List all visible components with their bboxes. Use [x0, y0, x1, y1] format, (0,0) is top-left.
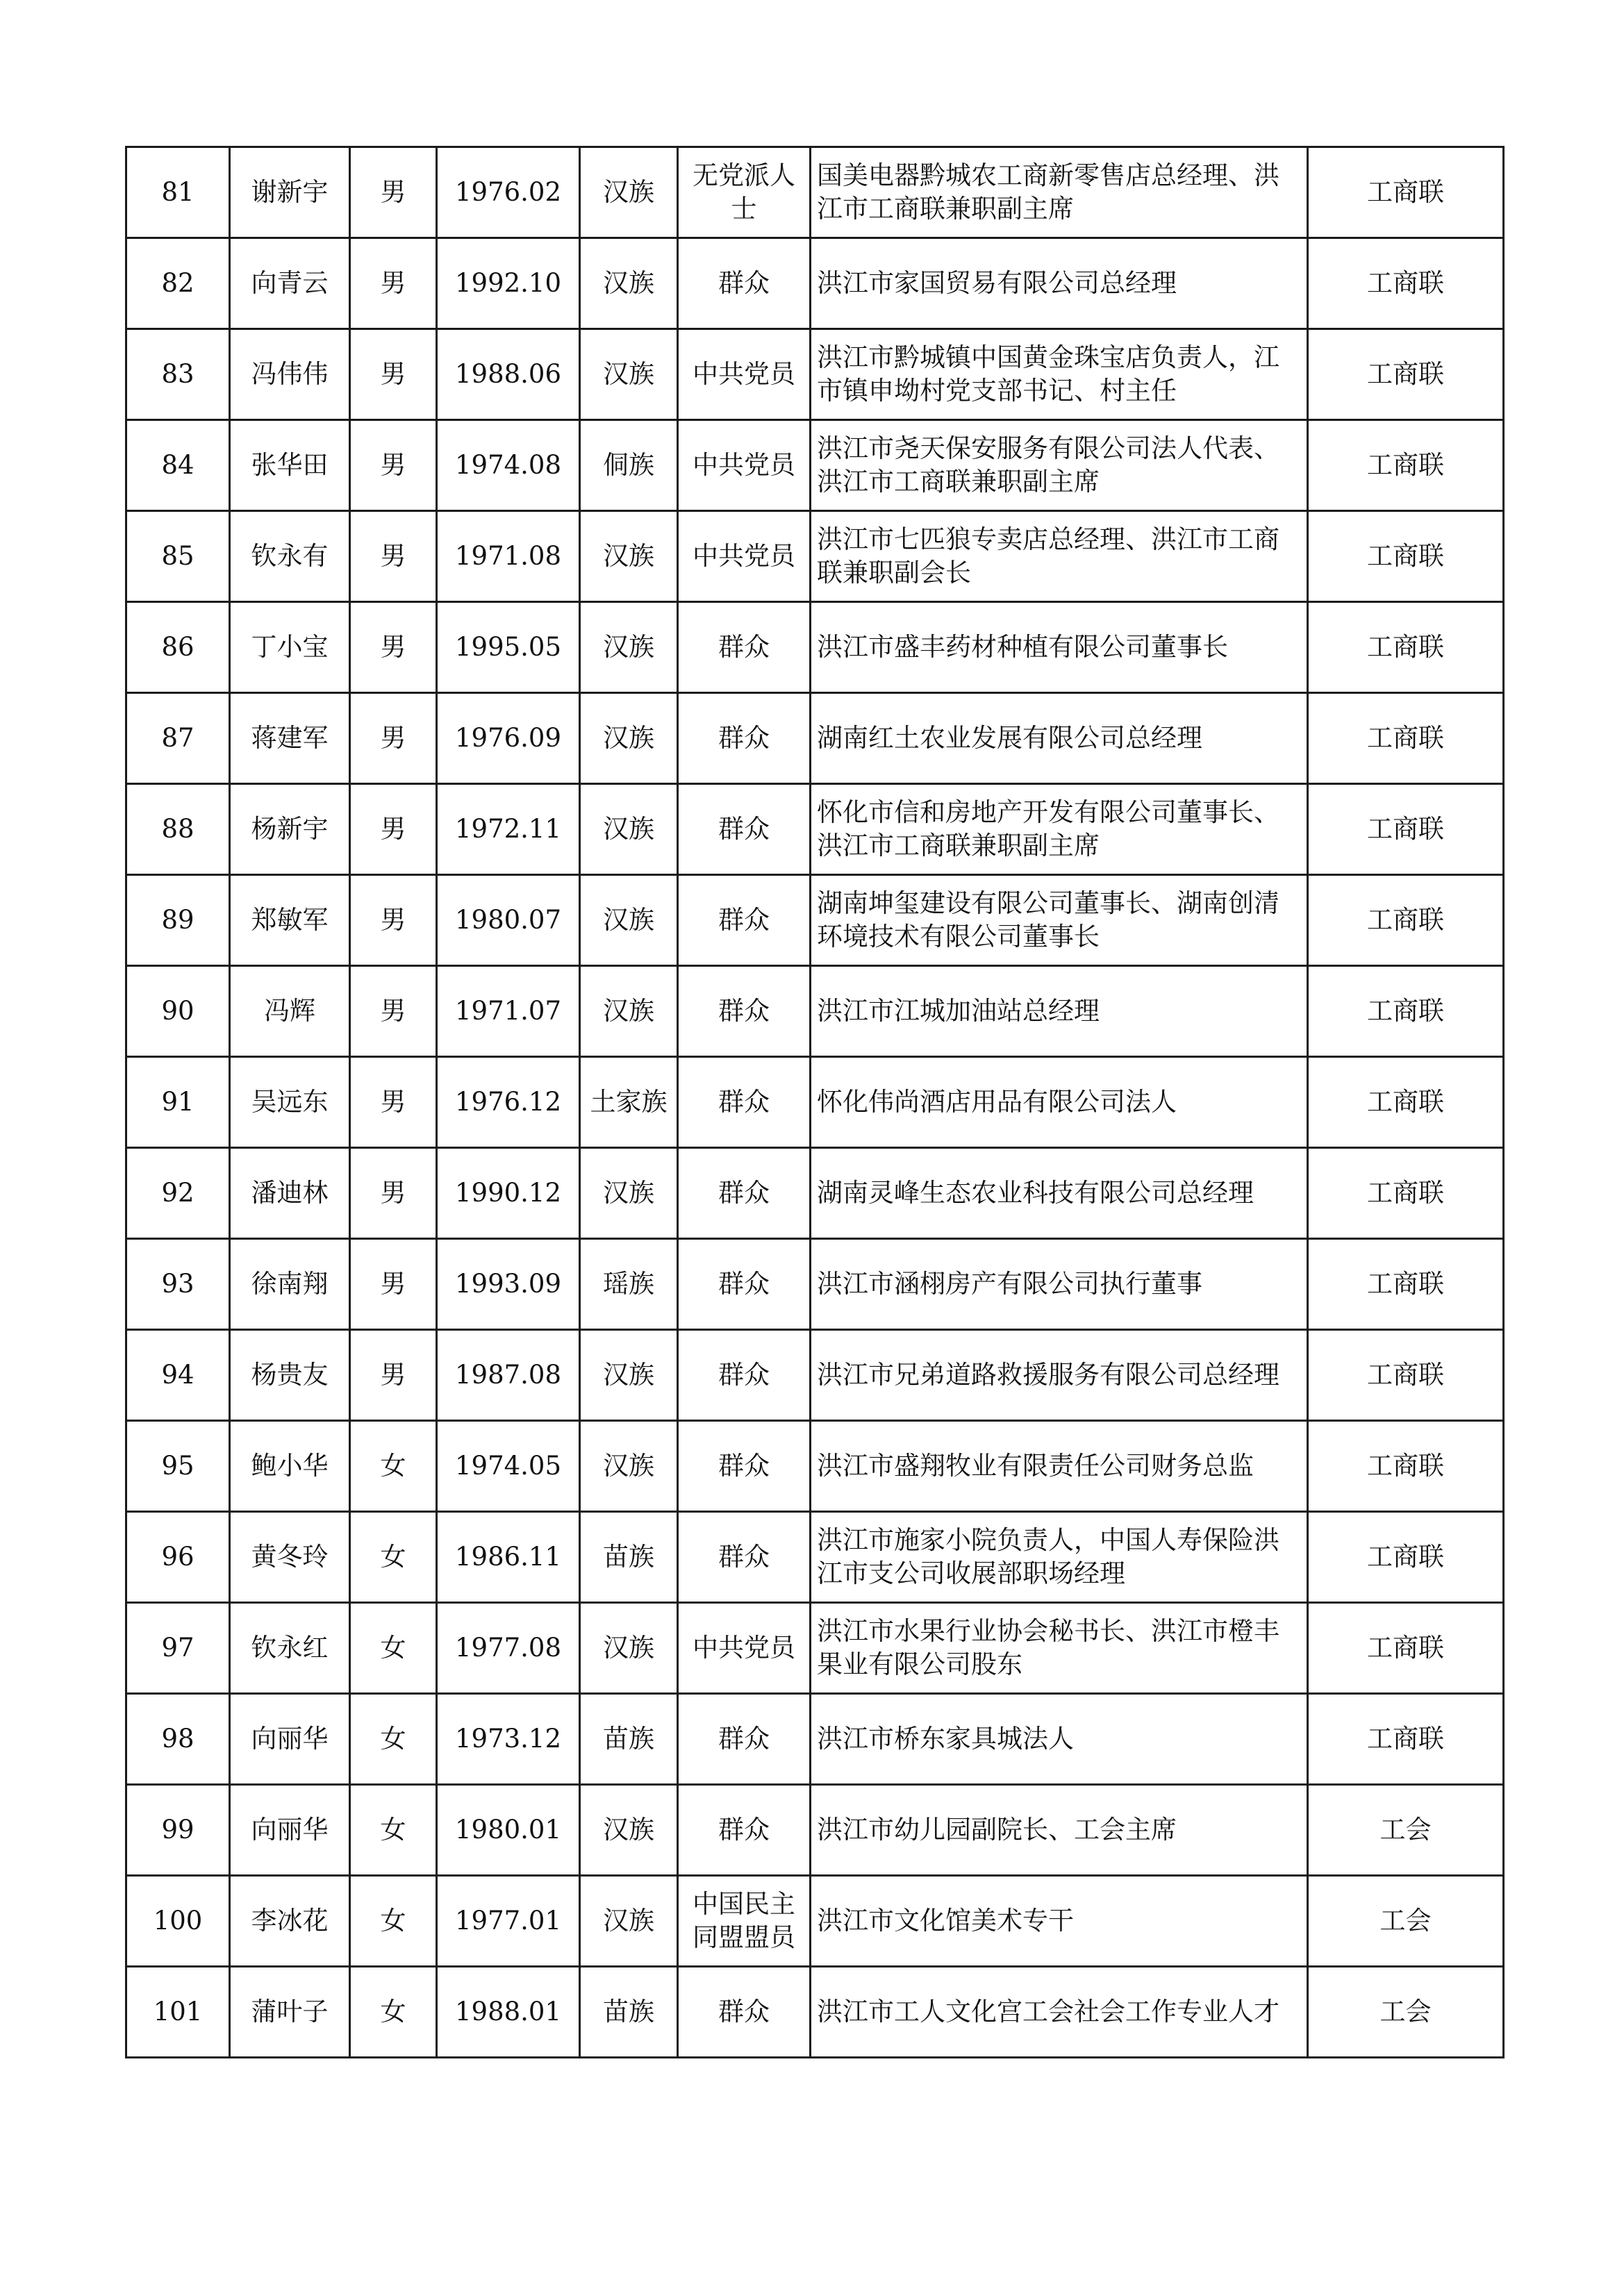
member-affiliation: 群众 — [678, 1330, 811, 1421]
member-birth: 1990.12 — [437, 1148, 580, 1239]
member-birth: 1977.01 — [437, 1876, 580, 1967]
row-number: 85 — [126, 511, 230, 602]
member-position: 洪江市工人文化宫工会社会工作专业人才 — [811, 1967, 1308, 2058]
member-position: 洪江市尧天保安服务有限公司法人代表、洪江市工商联兼职副主席 — [811, 420, 1308, 511]
member-name: 向丽华 — [230, 1785, 350, 1876]
member-gender: 男 — [350, 1057, 437, 1148]
member-name: 李冰花 — [230, 1876, 350, 1967]
member-affiliation: 中共党员 — [678, 329, 811, 420]
row-number: 82 — [126, 238, 230, 329]
row-number: 98 — [126, 1694, 230, 1785]
member-name: 蒋建军 — [230, 693, 350, 784]
member-gender: 男 — [350, 1330, 437, 1421]
member-gender: 男 — [350, 693, 437, 784]
table-row — [126, 1330, 1504, 1421]
member-affiliation: 无党派人士 — [678, 147, 811, 238]
member-sector: 工会 — [1308, 1785, 1504, 1876]
row-number: 101 — [126, 1967, 230, 2058]
member-position: 洪江市家国贸易有限公司总经理 — [811, 238, 1308, 329]
member-name: 潘迪林 — [230, 1148, 350, 1239]
member-gender: 女 — [350, 1603, 437, 1694]
member-sector: 工商联 — [1308, 1694, 1504, 1785]
member-birth: 1971.08 — [437, 511, 580, 602]
member-affiliation: 群众 — [678, 1967, 811, 2058]
member-position: 湖南红土农业发展有限公司总经理 — [811, 693, 1308, 784]
member-birth: 1986.11 — [437, 1512, 580, 1603]
table-row — [126, 784, 1504, 875]
table-row — [126, 1694, 1504, 1785]
table-row — [126, 147, 1504, 238]
member-name: 向丽华 — [230, 1694, 350, 1785]
member-birth: 1976.02 — [437, 147, 580, 238]
member-birth: 1972.11 — [437, 784, 580, 875]
member-name: 杨贵友 — [230, 1330, 350, 1421]
member-ethnicity: 汉族 — [580, 238, 678, 329]
member-position: 国美电器黔城农工商新零售店总经理、洪江市工商联兼职副主席 — [811, 147, 1308, 238]
member-birth: 1977.08 — [437, 1603, 580, 1694]
member-birth: 1974.08 — [437, 420, 580, 511]
member-gender: 男 — [350, 511, 437, 602]
member-sector: 工商联 — [1308, 329, 1504, 420]
table-row — [126, 875, 1504, 966]
member-gender: 男 — [350, 420, 437, 511]
member-sector: 工商联 — [1308, 1330, 1504, 1421]
member-sector: 工商联 — [1308, 966, 1504, 1057]
row-number: 95 — [126, 1421, 230, 1512]
member-position: 洪江市桥东家具城法人 — [811, 1694, 1308, 1785]
table-row — [126, 1421, 1504, 1512]
member-affiliation: 群众 — [678, 1785, 811, 1876]
member-ethnicity: 汉族 — [580, 1148, 678, 1239]
table-row — [126, 329, 1504, 420]
member-name: 吴远东 — [230, 1057, 350, 1148]
table-row — [126, 1603, 1504, 1694]
member-affiliation: 群众 — [678, 1239, 811, 1330]
member-sector: 工会 — [1308, 1967, 1504, 2058]
table-row — [126, 238, 1504, 329]
member-ethnicity: 汉族 — [580, 1876, 678, 1967]
member-sector: 工商联 — [1308, 693, 1504, 784]
table-row — [126, 1057, 1504, 1148]
member-affiliation: 中共党员 — [678, 420, 811, 511]
member-affiliation: 群众 — [678, 1148, 811, 1239]
member-ethnicity: 汉族 — [580, 1603, 678, 1694]
member-affiliation: 群众 — [678, 602, 811, 693]
member-birth: 1980.01 — [437, 1785, 580, 1876]
member-affiliation: 中共党员 — [678, 1603, 811, 1694]
member-position: 洪江市水果行业协会秘书长、洪江市橙丰果业有限公司股东 — [811, 1603, 1308, 1694]
member-birth: 1980.07 — [437, 875, 580, 966]
table-row — [126, 420, 1504, 511]
member-name: 蒲叶子 — [230, 1967, 350, 2058]
member-name: 张华田 — [230, 420, 350, 511]
member-affiliation: 中共党员 — [678, 511, 811, 602]
member-position: 洪江市盛丰药材种植有限公司董事长 — [811, 602, 1308, 693]
table-row — [126, 511, 1504, 602]
member-name: 冯辉 — [230, 966, 350, 1057]
member-affiliation: 群众 — [678, 693, 811, 784]
member-gender: 男 — [350, 875, 437, 966]
member-gender: 女 — [350, 1421, 437, 1512]
member-name: 黄冬玲 — [230, 1512, 350, 1603]
row-number: 100 — [126, 1876, 230, 1967]
member-birth: 1988.06 — [437, 329, 580, 420]
member-name: 钦永有 — [230, 511, 350, 602]
member-name: 徐南翔 — [230, 1239, 350, 1330]
member-ethnicity: 瑶族 — [580, 1239, 678, 1330]
member-sector: 工会 — [1308, 1876, 1504, 1967]
member-birth: 1988.01 — [437, 1967, 580, 2058]
member-ethnicity: 汉族 — [580, 1330, 678, 1421]
member-affiliation: 群众 — [678, 784, 811, 875]
row-number: 84 — [126, 420, 230, 511]
member-ethnicity: 苗族 — [580, 1694, 678, 1785]
row-number: 92 — [126, 1148, 230, 1239]
member-name: 冯伟伟 — [230, 329, 350, 420]
member-position: 湖南灵峰生态农业科技有限公司总经理 — [811, 1148, 1308, 1239]
member-affiliation: 群众 — [678, 1694, 811, 1785]
member-sector: 工商联 — [1308, 602, 1504, 693]
member-sector: 工商联 — [1308, 1512, 1504, 1603]
row-number: 91 — [126, 1057, 230, 1148]
member-ethnicity: 汉族 — [580, 693, 678, 784]
member-gender: 男 — [350, 966, 437, 1057]
member-sector: 工商联 — [1308, 420, 1504, 511]
member-gender: 男 — [350, 329, 437, 420]
member-birth: 1971.07 — [437, 966, 580, 1057]
member-ethnicity: 土家族 — [580, 1057, 678, 1148]
member-birth: 1974.05 — [437, 1421, 580, 1512]
member-position: 洪江市黔城镇中国黄金珠宝店负责人，江市镇申坳村党支部书记、村主任 — [811, 329, 1308, 420]
member-sector: 工商联 — [1308, 784, 1504, 875]
row-number: 99 — [126, 1785, 230, 1876]
member-affiliation: 群众 — [678, 1512, 811, 1603]
row-number: 81 — [126, 147, 230, 238]
member-ethnicity: 苗族 — [580, 1512, 678, 1603]
row-number: 86 — [126, 602, 230, 693]
member-sector: 工商联 — [1308, 875, 1504, 966]
member-position: 洪江市文化馆美术专干 — [811, 1876, 1308, 1967]
member-gender: 女 — [350, 1785, 437, 1876]
member-ethnicity: 汉族 — [580, 1421, 678, 1512]
member-name: 郑敏军 — [230, 875, 350, 966]
member-gender: 男 — [350, 147, 437, 238]
member-ethnicity: 苗族 — [580, 1967, 678, 2058]
member-ethnicity: 汉族 — [580, 602, 678, 693]
member-gender: 男 — [350, 1148, 437, 1239]
member-sector: 工商联 — [1308, 1148, 1504, 1239]
table-row — [126, 966, 1504, 1057]
roster-body — [126, 147, 1504, 2058]
member-birth: 1973.12 — [437, 1694, 580, 1785]
member-affiliation: 群众 — [678, 966, 811, 1057]
table-row — [126, 1785, 1504, 1876]
member-position: 洪江市涵栩房产有限公司执行董事 — [811, 1239, 1308, 1330]
member-sector: 工商联 — [1308, 1239, 1504, 1330]
member-birth: 1995.05 — [437, 602, 580, 693]
member-sector: 工商联 — [1308, 1057, 1504, 1148]
row-number: 83 — [126, 329, 230, 420]
member-birth: 1976.09 — [437, 693, 580, 784]
table-row — [126, 602, 1504, 693]
member-ethnicity: 汉族 — [580, 147, 678, 238]
row-number: 96 — [126, 1512, 230, 1603]
row-number: 97 — [126, 1603, 230, 1694]
member-ethnicity: 汉族 — [580, 1785, 678, 1876]
row-number: 93 — [126, 1239, 230, 1330]
table-row — [126, 1239, 1504, 1330]
member-name: 钦永红 — [230, 1603, 350, 1694]
member-sector: 工商联 — [1308, 238, 1504, 329]
member-sector: 工商联 — [1308, 511, 1504, 602]
member-name: 谢新宇 — [230, 147, 350, 238]
member-name: 鲍小华 — [230, 1421, 350, 1512]
table-row — [126, 1876, 1504, 1967]
member-birth: 1992.10 — [437, 238, 580, 329]
member-ethnicity: 汉族 — [580, 875, 678, 966]
member-position: 湖南坤玺建设有限公司董事长、湖南创清环境技术有限公司董事长 — [811, 875, 1308, 966]
member-ethnicity: 汉族 — [580, 329, 678, 420]
member-position: 洪江市施家小院负责人，中国人寿保险洪江市支公司收展部职场经理 — [811, 1512, 1308, 1603]
member-gender: 女 — [350, 1512, 437, 1603]
member-sector: 工商联 — [1308, 147, 1504, 238]
member-gender: 男 — [350, 1239, 437, 1330]
member-gender: 女 — [350, 1694, 437, 1785]
row-number: 90 — [126, 966, 230, 1057]
member-position: 洪江市盛翔牧业有限责任公司财务总监 — [811, 1421, 1308, 1512]
member-name: 杨新宇 — [230, 784, 350, 875]
member-birth: 1987.08 — [437, 1330, 580, 1421]
table-row — [126, 1148, 1504, 1239]
member-gender: 男 — [350, 602, 437, 693]
member-gender: 女 — [350, 1967, 437, 2058]
member-position: 怀化市信和房地产开发有限公司董事长、洪江市工商联兼职副主席 — [811, 784, 1308, 875]
member-position: 洪江市幼儿园副院长、工会主席 — [811, 1785, 1308, 1876]
member-gender: 男 — [350, 784, 437, 875]
member-affiliation: 群众 — [678, 1421, 811, 1512]
row-number: 88 — [126, 784, 230, 875]
member-sector: 工商联 — [1308, 1603, 1504, 1694]
member-name: 向青云 — [230, 238, 350, 329]
member-gender: 男 — [350, 238, 437, 329]
table-row — [126, 693, 1504, 784]
row-number: 94 — [126, 1330, 230, 1421]
table-row — [126, 1967, 1504, 2058]
member-ethnicity: 侗族 — [580, 420, 678, 511]
roster-table — [125, 146, 1505, 2058]
table-row — [126, 1512, 1504, 1603]
member-position: 洪江市兄弟道路救援服务有限公司总经理 — [811, 1330, 1308, 1421]
row-number: 89 — [126, 875, 230, 966]
member-sector: 工商联 — [1308, 1421, 1504, 1512]
member-name: 丁小宝 — [230, 602, 350, 693]
member-position: 怀化伟尚酒店用品有限公司法人 — [811, 1057, 1308, 1148]
member-birth: 1993.09 — [437, 1239, 580, 1330]
row-number: 87 — [126, 693, 230, 784]
member-affiliation: 中国民主同盟盟员 — [678, 1876, 811, 1967]
member-birth: 1976.12 — [437, 1057, 580, 1148]
member-affiliation: 群众 — [678, 1057, 811, 1148]
member-position: 洪江市江城加油站总经理 — [811, 966, 1308, 1057]
member-affiliation: 群众 — [678, 875, 811, 966]
member-gender: 女 — [350, 1876, 437, 1967]
member-affiliation: 群众 — [678, 238, 811, 329]
member-ethnicity: 汉族 — [580, 511, 678, 602]
member-position: 洪江市七匹狼专卖店总经理、洪江市工商联兼职副会长 — [811, 511, 1308, 602]
member-ethnicity: 汉族 — [580, 966, 678, 1057]
member-ethnicity: 汉族 — [580, 784, 678, 875]
